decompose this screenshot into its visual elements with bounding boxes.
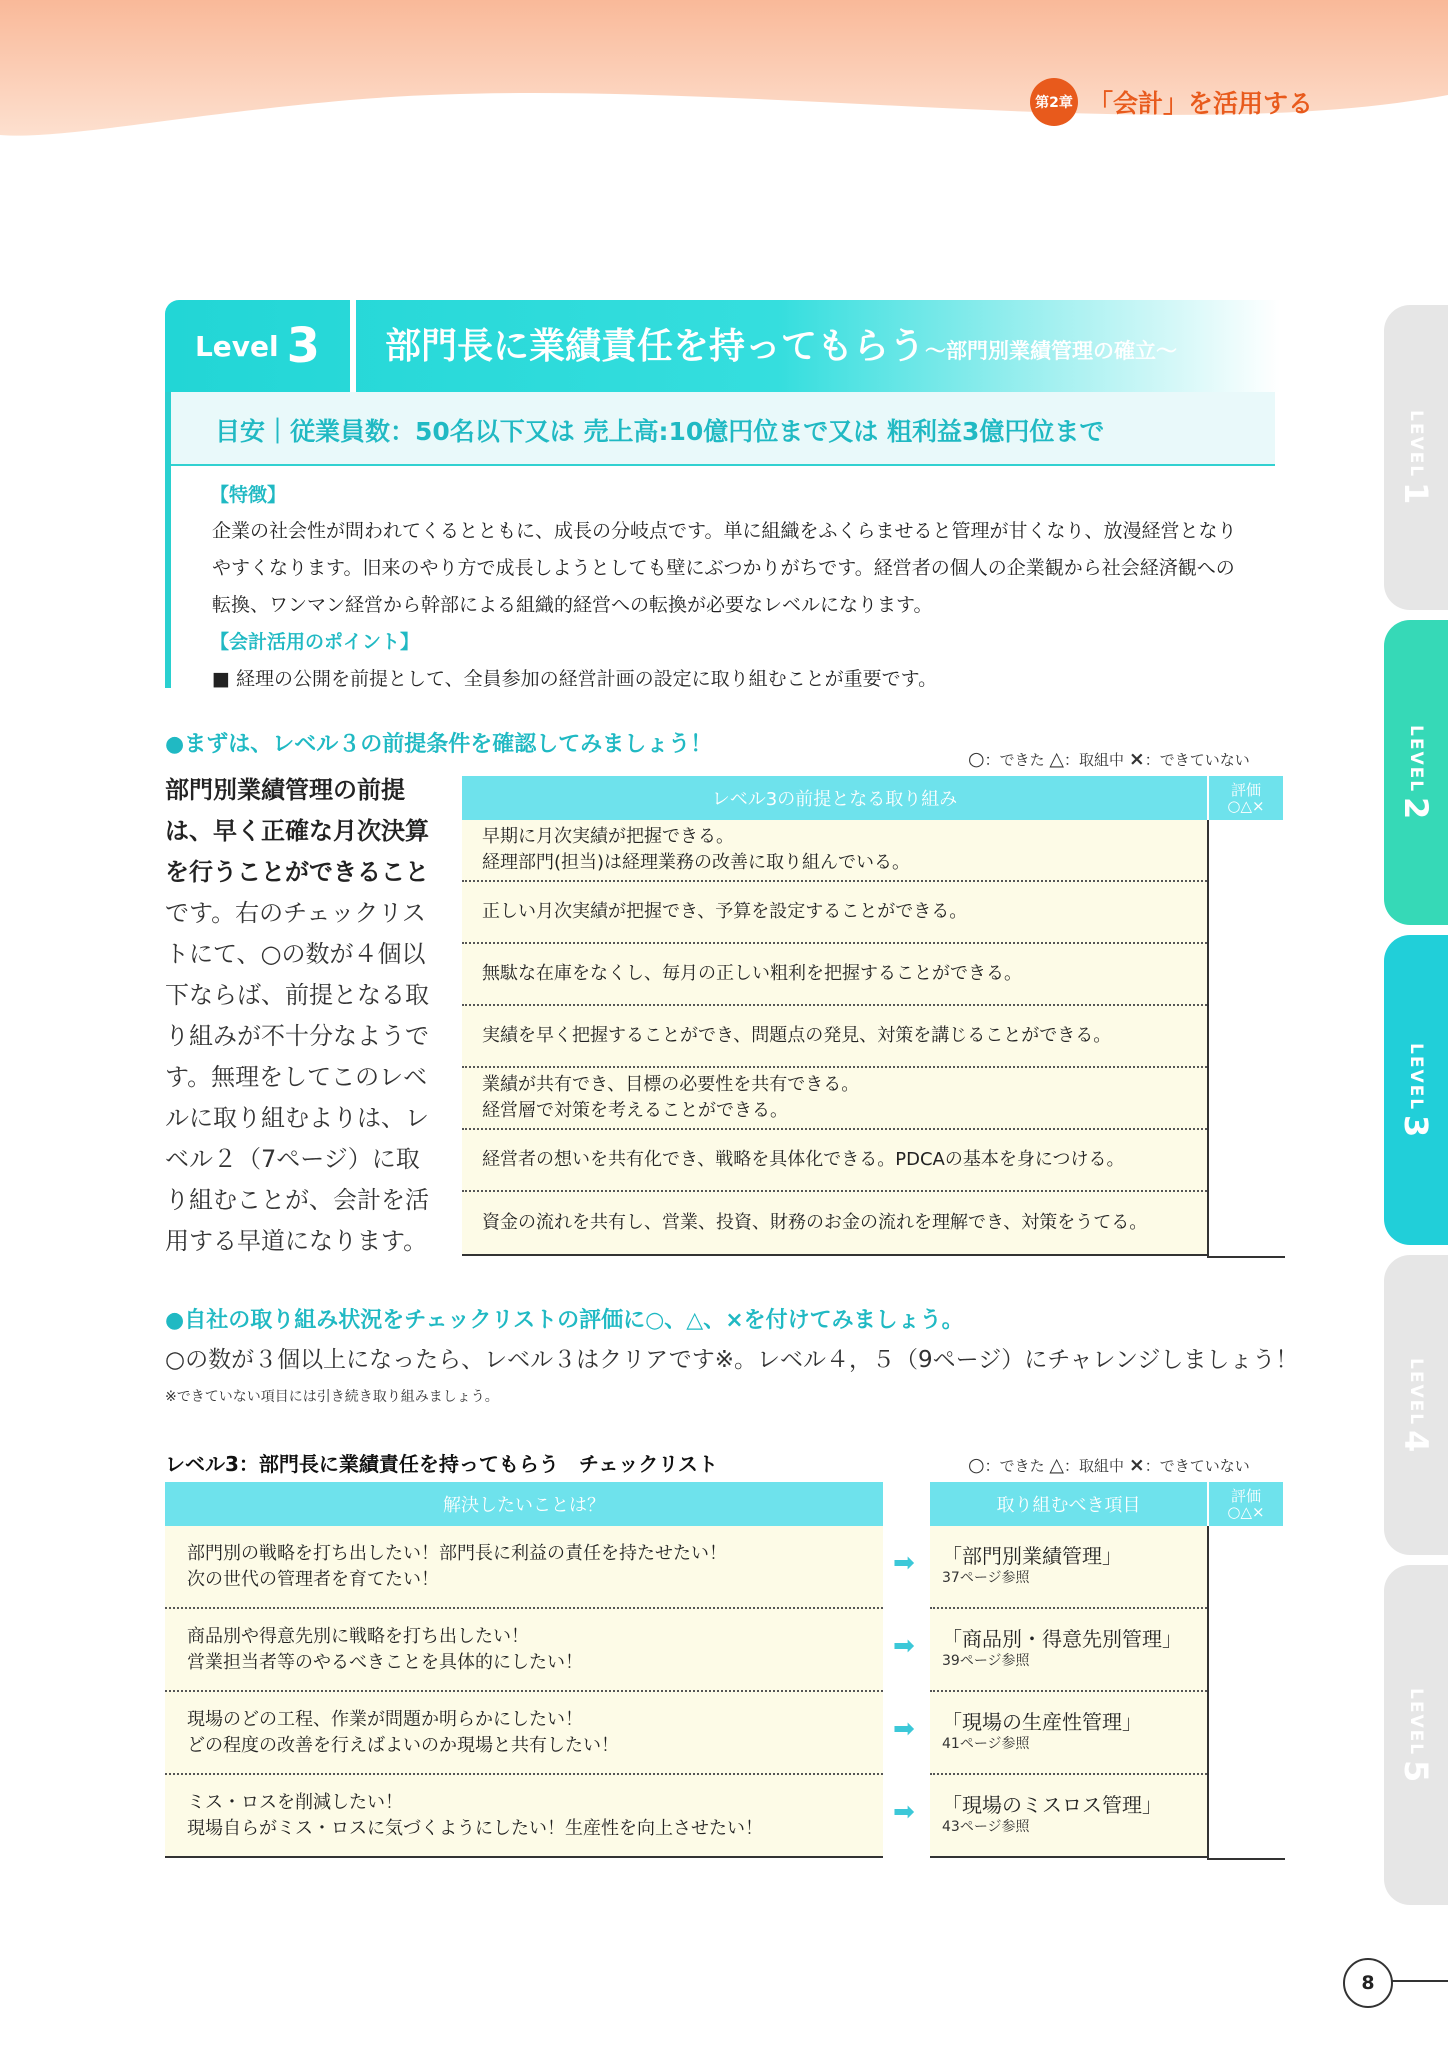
prereq-paragraph-rest: です。右のチェックリストにて、○の数が４個以下ならば、前提となる取り組みが不十分なようです。無理をしてこのレベルに取り組むよりは、レベル２（7ページ）に取り組むことが、会計を活用する早道になります。 xyxy=(165,899,429,1255)
checklist-right-header: 取り組むべき項目 xyxy=(930,1482,1207,1526)
checklist-item: 「現場の生産性管理」 41ページ参照 xyxy=(930,1692,1207,1775)
prereq-row: 経営者の想いを共有化でき、戦略を具体化できる。PDCAの基本を身につける。 xyxy=(462,1130,1207,1192)
tab-level-4[interactable]: LEVEL 4 xyxy=(1384,1255,1448,1555)
prereq-table-header: レベル3の前提となる取り組み xyxy=(462,776,1207,820)
checklist-item: 「現場のミスロス管理」 43ページ参照 xyxy=(930,1775,1207,1858)
checklist-item: 「部門別業績管理」 37ページ参照 xyxy=(930,1526,1207,1609)
features-line: 企業の社会性が問われてくるとともに、成長の分岐点です。単に組織をふくらませると管理が甘くなり、放漫経営となり xyxy=(212,520,1237,542)
points-line: ■ 経理の公開を前提として、全員参加の経営計画の設定に取り組むことが重要です。 xyxy=(212,668,938,690)
checklist-want: 商品別や得意先別に戦略を打ち出したい！ 営業担当者等のやるべきことを具体的にしたい！ xyxy=(165,1609,883,1692)
prereq-row: 資金の流れを共有し、営業、投資、財務のお金の流れを理解でき、対策をうてる。 xyxy=(462,1192,1207,1256)
prereq-row: 実績を早く把握することができ、問題点の発見、対策を講じることができる。 xyxy=(462,1006,1207,1068)
tab-level-1[interactable]: LEVEL 1 xyxy=(1384,305,1448,610)
banner-divider xyxy=(350,300,356,392)
checklist-left-header: 解決したいことは？ xyxy=(165,1482,883,1526)
checklist-eval-column[interactable] xyxy=(1207,1526,1285,1860)
criteria-text: 目安｜従業員数：50名以下又は 売上高:10億円位まで又は 粗利益3億円位まで xyxy=(215,417,1105,446)
tab-level-5[interactable]: LEVEL 5 xyxy=(1384,1565,1448,1905)
features-label: 【特徴】 xyxy=(210,484,287,506)
page-number: 8 xyxy=(1343,1958,1393,2008)
checklist-want: ミス・ロスを削減したい！ 現場自らがミス・ロスに気づくようにしたい！生産性を向上させたい！ xyxy=(165,1775,883,1858)
page-number-rule xyxy=(1389,1980,1448,1982)
prereq-row: 無駄な在庫をなくし、毎月の正しい粗利を把握することができる。 xyxy=(462,944,1207,1006)
tab-level-3[interactable]: LEVEL 3 xyxy=(1384,935,1448,1245)
features-line: 転換、ワンマン経営から幹部による組織的経営への転換が必要なレベルになります。 xyxy=(212,594,933,616)
selfcheck-line: ○の数が３個以上になったら、レベル３はクリアです※。レベル４，５（9ページ）にチャレンジしましょう！ xyxy=(165,1347,1299,1373)
accent-bar xyxy=(165,392,171,688)
prereq-eval-header: 評価 ○△× xyxy=(1209,776,1283,820)
checklist-want: 部門別の戦略を打ち出したい！部門長に利益の責任を持たせたい！ 次の世代の管理者を育てたい！ xyxy=(165,1526,883,1609)
checklist-item: 「商品別・得意先別管理」 39ページ参照 xyxy=(930,1609,1207,1692)
tab-level-2[interactable]: LEVEL 2 xyxy=(1384,620,1448,925)
arrow-right-icon: ➡ xyxy=(893,1631,915,1661)
prereq-legend: ○：できた △：取組中 ×：できていない xyxy=(968,748,1250,770)
checklist-title: レベル3：部門長に業績責任を持ってもらう チェックリスト xyxy=(165,1452,718,1476)
arrow-right-icon: ➡ xyxy=(893,1548,915,1578)
checklist-eval-header: 評価 ○△× xyxy=(1209,1482,1283,1526)
checklist-want: 現場のどの工程、作業が問題か明らかにしたい！ どの程度の改善を行えばよいのか現場と共有したい！ xyxy=(165,1692,883,1775)
prereq-row: 業績が共有でき、目標の必要性を共有できる。 経営層で対策を考えることができる。 xyxy=(462,1068,1207,1130)
prereq-paragraph xyxy=(165,770,430,1262)
arrow-right-icon: ➡ xyxy=(893,1797,915,1827)
points-label: 【会計活用のポイント】 xyxy=(210,631,420,653)
banner-title: 部門長に業績責任を持ってもらう～部門別業績管理の確立～ xyxy=(385,326,1178,367)
prereq-heading: ●まずは、レベル３の前提条件を確認してみましょう！ xyxy=(165,732,713,757)
checklist-legend: ○：できた △：取組中 ×：できていない xyxy=(968,1454,1250,1476)
prereq-eval-column[interactable] xyxy=(1207,820,1285,1258)
chapter-title: 「会計」を活用する xyxy=(1087,89,1313,118)
selfcheck-note: ※できていない項目には引き続き取り組みましょう。 xyxy=(165,1389,499,1405)
chapter-tag xyxy=(1030,78,1313,126)
chapter-badge: 第2章 xyxy=(1030,78,1078,126)
arrow-right-icon: ➡ xyxy=(893,1714,915,1744)
banner-subtitle: ～部門別業績管理の確立～ xyxy=(925,339,1178,363)
prereq-row: 正しい月次実績が把握でき、予算を設定することができる。 xyxy=(462,882,1207,944)
selfcheck-heading: ●自社の取り組み状況をチェックリストの評価に○、△、×を付けてみましょう。 xyxy=(165,1308,964,1333)
features-line: やすくなります。旧来のやり方で成長しようとしても壁にぶつかりがちです。経営者の個人の企業観から社会経済観への xyxy=(212,557,1235,579)
prereq-row: 早期に月次実績が把握できる。 経理部門(担当)は経理業務の改善に取り組んでいる。 xyxy=(462,820,1207,882)
prereq-paragraph-bold: 部門別業績管理の前提は、早く正確な月次決算を行うことができること xyxy=(165,776,429,886)
banner-level-label: Level 3 xyxy=(194,318,321,374)
